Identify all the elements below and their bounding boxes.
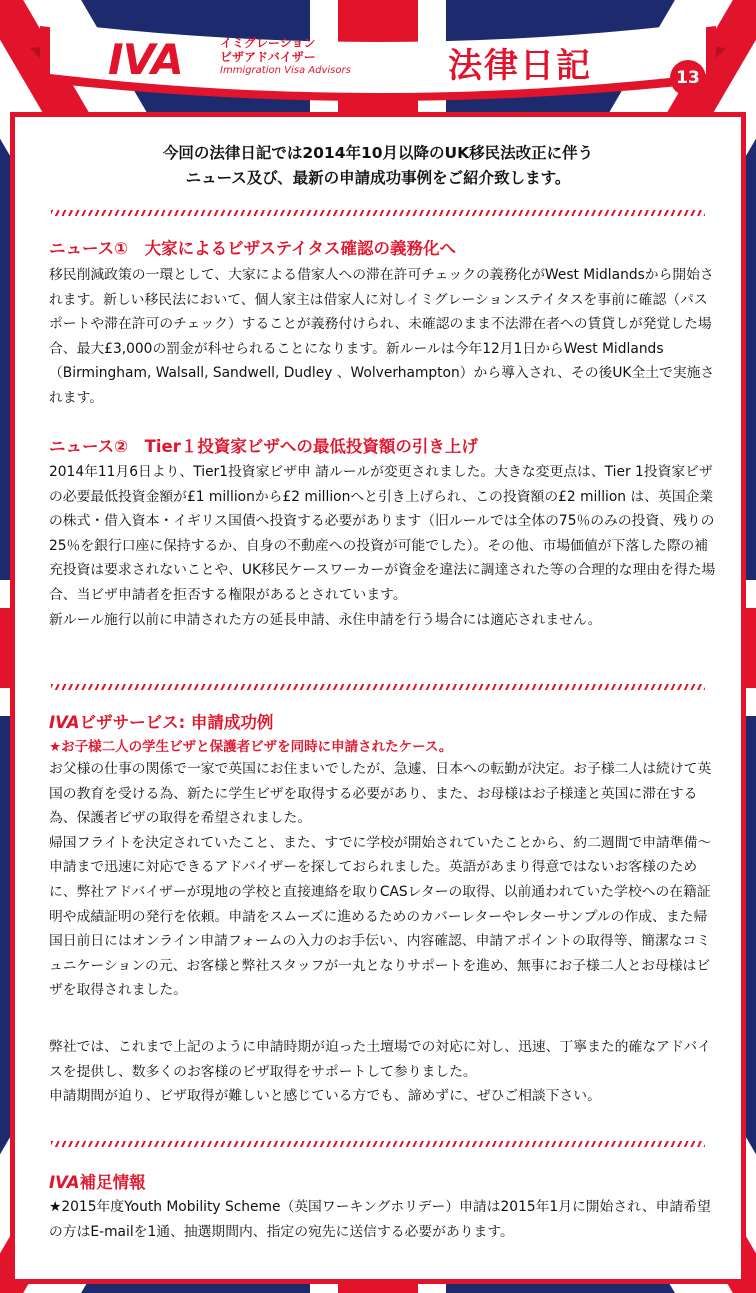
service-closing bbox=[49, 1035, 721, 1109]
supplement-heading-text: 補足情報 bbox=[79, 1173, 146, 1192]
news2-body bbox=[49, 460, 721, 632]
divider bbox=[51, 1141, 705, 1147]
content-panel bbox=[10, 112, 746, 1284]
news2-paragraph-2: 新ルール施行以前に申請された方の延長申請、永住申請を行う場合には適応されません。 bbox=[49, 611, 602, 628]
divider bbox=[51, 684, 705, 690]
supplement-heading-brand: IVA bbox=[49, 1173, 80, 1192]
logo-en: Immigration Visa Advisors bbox=[220, 65, 351, 76]
service-closing-1: 弊社では、これまで上記のように申請時期が迫った土壇場での対応に対し、迅速、丁寧また的確なアドバイスを提供し、数多くのお客様のビザ取得をサポートして参りました。 bbox=[49, 1039, 711, 1080]
news2-heading: ニュース② Tier１投資家ビザへの最低投資額の引き上げ bbox=[49, 437, 478, 456]
logo-subtitle bbox=[220, 36, 351, 78]
supplement-heading bbox=[49, 1169, 146, 1193]
service-closing-2: 申請期間が迫り、ビザ取得が難しいと感じている方でも、諦めずに、ぜひご相談下さい。 bbox=[49, 1088, 601, 1105]
page-title: 法律日記 bbox=[448, 46, 592, 86]
service-heading bbox=[49, 709, 273, 733]
service-paragraph-2: 帰国フライトを決定されていたこと、また、すでに学校が開始されていたことから、約二週間で申請準備～申請まで迅速に対応できるアドバイザーを探しておられました。英語があまり得意ではないお客様のために、弊社アドバイザーが現地の学校と直接連絡を取りCASレターの取得、以前通われていた学校への在籍証明や成績証明の発行を依頼。申請をスムーズに進めるためのカバーレターやレターサンプルの作成、また帰国日前日にはオンライン申請フォームの入力のお手伝い、内容確認、申請アポイントの取得等、簡潔なコミュニケーションの元、お客様と弊社スタッフが一丸となりサポートを進め、無事にお子様二人とお母様はビザを取得されました。 bbox=[49, 834, 712, 999]
issue-number-badge: 13 bbox=[670, 60, 706, 96]
service-subheading: ★お子様二人の学生ビザと保護者ビザを同時に申請されたケース。 bbox=[49, 739, 453, 755]
divider bbox=[51, 210, 705, 216]
supplement-body bbox=[49, 1195, 721, 1244]
service-body bbox=[49, 757, 721, 1003]
service-paragraph-1: お父様の仕事の関係で一家で英国にお住まいでしたが、急遽、日本への転勤が決定。お子様二人は続けて英国の教育を受ける為、新たに学生ビザを取得する必要があり、また、お母様はお子様達と英国に滞在する為、保護者ビザの取得を希望されました。 bbox=[49, 761, 712, 827]
supplement-paragraph: ★2015年度Youth Mobility Scheme（英国ワーキングホリデー）申請は2015年1月に開始され、申請希望の方はE-mailを1通、抽選期間内、指定の宛先に送信する必要があります。 bbox=[49, 1199, 711, 1240]
logo-jp-line-2: ビザアドバイザー bbox=[220, 50, 316, 64]
news1-paragraph: 移民削減政策の一環として、大家による借家人への滞在許可チェックの義務化がWest Midlandsから開始されます。新しい移民法において、個人家主は借家人に対しイミグレーションステイタスを事前に確認（パスポートや滞在許可のチェック）することが義務付けられ、未確認のまま不法滞在者への賃貸しが発覚した場合、最大£3,000の罰金が科せられることになります。新ルールは今年12月1日からWest Midlands（Birmingham, Walsall, Sandwell, Dudley 、Wolverhampton）から導入され、その後UK全土で実施されます。 bbox=[49, 267, 715, 406]
logo-jp-line-1: イミグレーション bbox=[220, 36, 316, 50]
intro-text bbox=[15, 141, 741, 191]
service-heading-text: ビザサービス: 申請成功例 bbox=[79, 713, 274, 732]
news1-heading: ニュース① 大家によるビザステイタス確認の義務化へ bbox=[49, 239, 457, 258]
intro-line-1: 今回の法律日記では2014年10月以降のUK移民法改正に伴う bbox=[162, 144, 594, 162]
service-heading-brand: IVA bbox=[49, 713, 80, 732]
iva-logo: IVA bbox=[108, 35, 183, 84]
news1-body bbox=[49, 263, 721, 411]
news2-paragraph-1: 2014年11月6日より、Tier1投資家ビザ申 請ルールが変更されました。大きな変更点は、Tier 1投資家ビザの必要最低投資金額が£1 millionから£2 millionへと引き上げられ、この投資額の£2 million は、英国企業の株式・借入資本・イギリス国債へ投資する必要があります（旧ルールでは全体の75％のみの投資、残りの25％を銀行口座に保持するか、自身の不動産への投資が可能でした）。その他、市場価値が下落した際の補充投資は要求されないことや、UK移民ケースワーカーが資金を違法に調達された等の合理的な理由を得た場合、当ビザ申請者を拒否する権限があるとされています。 bbox=[49, 464, 716, 603]
header-banner bbox=[30, 8, 726, 108]
intro-line-2: ニュース及び、最新の申請成功事例をご紹介致します。 bbox=[185, 169, 571, 187]
